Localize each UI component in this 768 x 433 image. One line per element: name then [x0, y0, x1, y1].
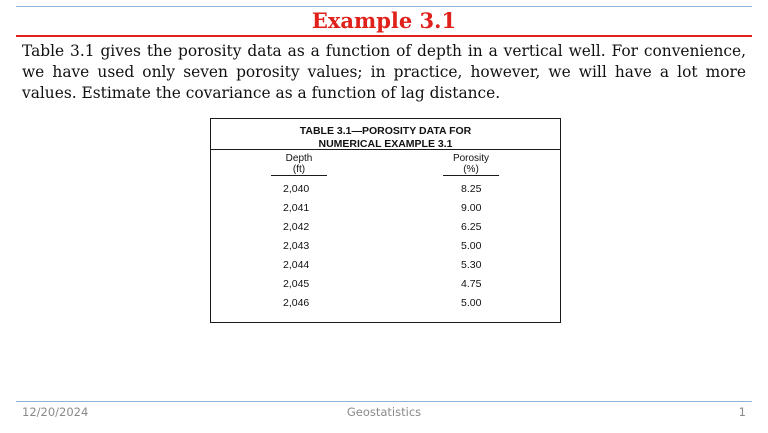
porosity-cell: 5.30: [461, 259, 482, 271]
column-header-porosity-unit: (%): [443, 164, 499, 176]
slide-title: Example 3.1: [311, 8, 457, 33]
title-underline: [16, 35, 752, 37]
footer-page-number: 1: [738, 405, 746, 419]
column-header-porosity: [443, 153, 499, 176]
table-caption-line-1: TABLE 3.1—POROSITY DATA FOR: [299, 125, 472, 137]
depth-cell: 2,042: [283, 221, 310, 233]
porosity-cell: 9.00: [461, 202, 482, 214]
depth-cell: 2,043: [283, 240, 310, 252]
porosity-cell: 4.75: [461, 278, 482, 290]
footer-course-title: Geostatistics: [346, 405, 422, 419]
table-row: [211, 237, 560, 256]
table-row: [211, 180, 560, 199]
table-row: [211, 256, 560, 275]
porosity-table: [210, 118, 561, 323]
porosity-cell: 5.00: [461, 240, 482, 252]
depth-cell: 2,040: [283, 183, 310, 195]
table-row: [211, 294, 560, 313]
column-header-depth: [271, 153, 327, 176]
table-caption-line-2: NUMERICAL EXAMPLE 3.1: [318, 138, 453, 150]
table-row: [211, 199, 560, 218]
depth-cell: 2,046: [283, 297, 310, 309]
porosity-cell: 5.00: [461, 297, 482, 309]
table-row: [211, 218, 560, 237]
depth-cell: 2,041: [283, 202, 310, 214]
porosity-cell: 8.25: [461, 183, 482, 195]
depth-cell: 2,044: [283, 259, 310, 271]
slide-body-text: Table 3.1 gives the porosity data as a function of depth in a vertical well. For convenience, we have used only seven porosity values; in practice, however, we will have a lot more values. Estimate the covariance as a function of lag distance.: [22, 42, 746, 102]
column-header-depth-unit: (ft): [271, 164, 327, 176]
column-header-porosity-label: Porosity: [452, 153, 490, 164]
table-row: [211, 275, 560, 294]
footer-divider: [16, 401, 752, 402]
depth-cell: 2,045: [283, 278, 310, 290]
table-caption: [211, 119, 560, 149]
footer-date: 12/20/2024: [22, 405, 89, 419]
porosity-cell: 6.25: [461, 221, 482, 233]
column-header-depth-label: Depth: [285, 153, 313, 164]
table-header-row: [211, 150, 560, 180]
